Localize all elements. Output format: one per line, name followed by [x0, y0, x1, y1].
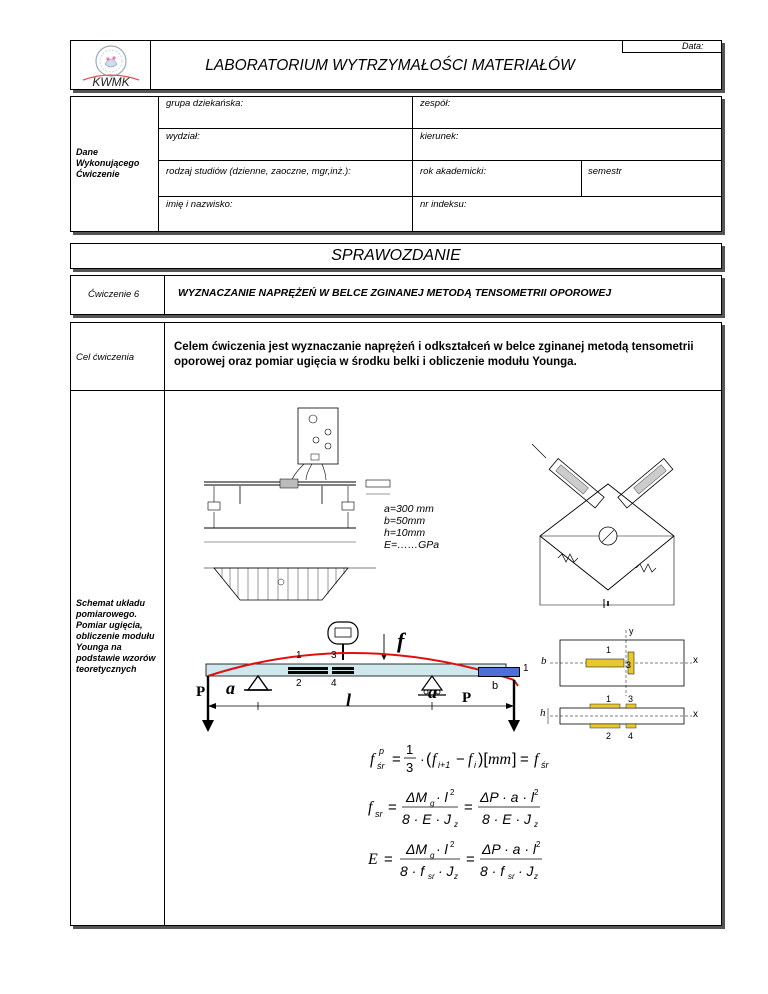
label-2-bottom: 2	[296, 678, 302, 689]
label-a-right: a	[428, 682, 437, 702]
svg-text:2: 2	[534, 788, 539, 797]
svg-text:· l: · l	[436, 841, 448, 857]
svg-text:−: −	[456, 751, 465, 768]
gauge-side-1: 1	[606, 694, 612, 704]
svg-text:f: f	[534, 751, 539, 768]
label-a-left: a	[226, 678, 235, 698]
svg-text:=: =	[520, 751, 529, 768]
svg-text:g: g	[430, 851, 435, 860]
svg-text:8 · f: 8 · f	[480, 863, 505, 879]
svg-text:· J: · J	[518, 863, 534, 879]
info-side-label: Dane Wykonującego Ćwiczenie	[76, 147, 140, 179]
date-label: Data:	[682, 41, 704, 51]
report-title: SPRAWOZDANIE	[331, 247, 461, 264]
svg-text:mm: mm	[488, 751, 512, 768]
gauge-side-3: 3	[628, 694, 634, 704]
svg-text:)[: )[	[478, 751, 488, 768]
svg-text:·: ·	[420, 751, 425, 767]
gauge-side-4: 4	[628, 731, 634, 741]
gauge-label-y: y	[629, 626, 634, 636]
formula-deflection	[368, 784, 558, 830]
svg-text:śr: śr	[377, 761, 385, 771]
svg-text:8 · E · J: 8 · E · J	[402, 811, 452, 827]
info-table	[70, 96, 722, 232]
field-indeks: nr indeksu:	[420, 199, 467, 210]
svg-text:i+1: i+1	[438, 760, 451, 770]
svg-text:śr: śr	[541, 760, 549, 770]
goal-label: Cel ćwiczenia	[76, 352, 135, 363]
svg-text:]: ]	[512, 751, 517, 768]
svg-text:3: 3	[406, 760, 414, 775]
gauge-top-3: 3	[626, 660, 632, 670]
svg-text:=: =	[388, 799, 397, 816]
svg-text:ΔP · a · l: ΔP · a · l	[480, 789, 534, 805]
formula-young-modulus	[368, 836, 558, 886]
scheme-label: Schemat układu pomiarowego. Pomiar ugięcia, obliczenie modułu Younga na podstawie wzorów teoretycznych	[76, 598, 156, 674]
svg-text:8 · f: 8 · f	[400, 863, 425, 879]
svg-text:2: 2	[450, 788, 455, 797]
svg-text:E: E	[368, 851, 378, 868]
field-grupa: grupa dziekańska:	[166, 98, 244, 109]
svg-text:· l: · l	[436, 789, 448, 805]
field-imie: imię i nazwisko:	[166, 199, 233, 210]
svg-text:=: =	[466, 851, 475, 868]
svg-text:f: f	[432, 751, 437, 768]
svg-text:g: g	[430, 799, 435, 808]
param-a: a=300 mm	[384, 503, 434, 515]
gauge-label-x-side: x	[693, 709, 698, 720]
svg-text:f: f	[368, 799, 373, 816]
field-wydzial: wydział:	[166, 131, 200, 142]
svg-text:z: z	[454, 872, 458, 881]
wheatstone-bridge-diagram	[528, 440, 700, 608]
gauge-top-1: 1	[606, 645, 612, 655]
svg-text:ΔP · a · l: ΔP · a · l	[482, 841, 536, 857]
svg-text:z: z	[534, 872, 538, 881]
svg-text:2: 2	[450, 840, 455, 849]
gauge-label-h: h	[540, 707, 546, 719]
label-P-left: P	[196, 684, 206, 700]
label-4-bottom: 4	[331, 678, 337, 689]
param-b: b=50mm	[384, 515, 426, 527]
label-3-top: 3	[331, 650, 337, 661]
svg-text:z: z	[454, 820, 458, 829]
gauge-label-b: b	[541, 655, 547, 667]
cross-section-b: b	[492, 680, 499, 692]
svg-text:2: 2	[536, 840, 541, 849]
svg-text:p: p	[379, 746, 385, 756]
beam-cross-section	[478, 667, 520, 677]
svg-text:sr: sr	[508, 872, 515, 881]
goal-text: Celem ćwiczenia jest wyznaczanie naprężeń i odkształceń w belce zginanej metodą tensometrii oporowej oraz pomiar ugięcia w środku belki i obliczenie modułu Younga.	[174, 341, 694, 368]
gauge-side-2: 2	[606, 731, 612, 741]
label-l: l	[346, 690, 352, 710]
exercise-label: Ćwiczenie 6	[88, 289, 140, 300]
svg-text:ΔM: ΔM	[406, 789, 428, 805]
label-P-right: P	[462, 690, 472, 706]
exercise-title: WYZNACZANIE NAPRĘŻEŃ W BELCE ZGINANEJ METODĄ TENSOMETRII OPOROWEJ	[178, 287, 612, 299]
beam-deflection-diagram	[196, 620, 526, 744]
svg-text:sr: sr	[375, 809, 383, 819]
svg-text:i: i	[474, 760, 476, 770]
label-f: f	[397, 628, 405, 653]
svg-text:z: z	[534, 820, 538, 829]
svg-text:=: =	[384, 851, 393, 868]
field-rok: rok akademicki:	[420, 166, 486, 177]
svg-text:ΔM: ΔM	[406, 841, 428, 857]
svg-text:· J: · J	[438, 863, 454, 879]
param-h: h=10mm	[384, 527, 426, 539]
svg-text:=: =	[464, 799, 473, 816]
param-E: E=……GPa	[384, 539, 440, 551]
svg-text:(: (	[426, 751, 432, 768]
svg-text:8 · E · J: 8 · E · J	[482, 811, 532, 827]
field-semestr: semestr	[588, 166, 622, 177]
field-rodzaj: rodzaj studiów (dzienne, zaoczne, mgr,inż.):	[166, 166, 351, 177]
beam-apparatus-diagram	[196, 404, 416, 618]
svg-text:f: f	[468, 751, 473, 768]
field-kierunek: kierunek:	[420, 131, 459, 142]
page-title: LABORATORIUM WYTRZYMAŁOŚCI MATERIAŁÓW	[205, 57, 575, 74]
label-1-top: 1	[296, 650, 302, 661]
svg-text:f: f	[370, 751, 375, 768]
kwmk-logo	[78, 42, 144, 88]
svg-text:=: =	[392, 751, 401, 768]
svg-text:1: 1	[406, 742, 414, 757]
cross-section-l: 1	[523, 663, 529, 674]
field-zespol: zespół:	[420, 98, 451, 109]
formula-deflection-average	[370, 738, 570, 778]
gauge-label-x-top: x	[693, 655, 698, 666]
logo-text: KWMK	[92, 75, 130, 88]
svg-text:sr: sr	[428, 872, 435, 881]
